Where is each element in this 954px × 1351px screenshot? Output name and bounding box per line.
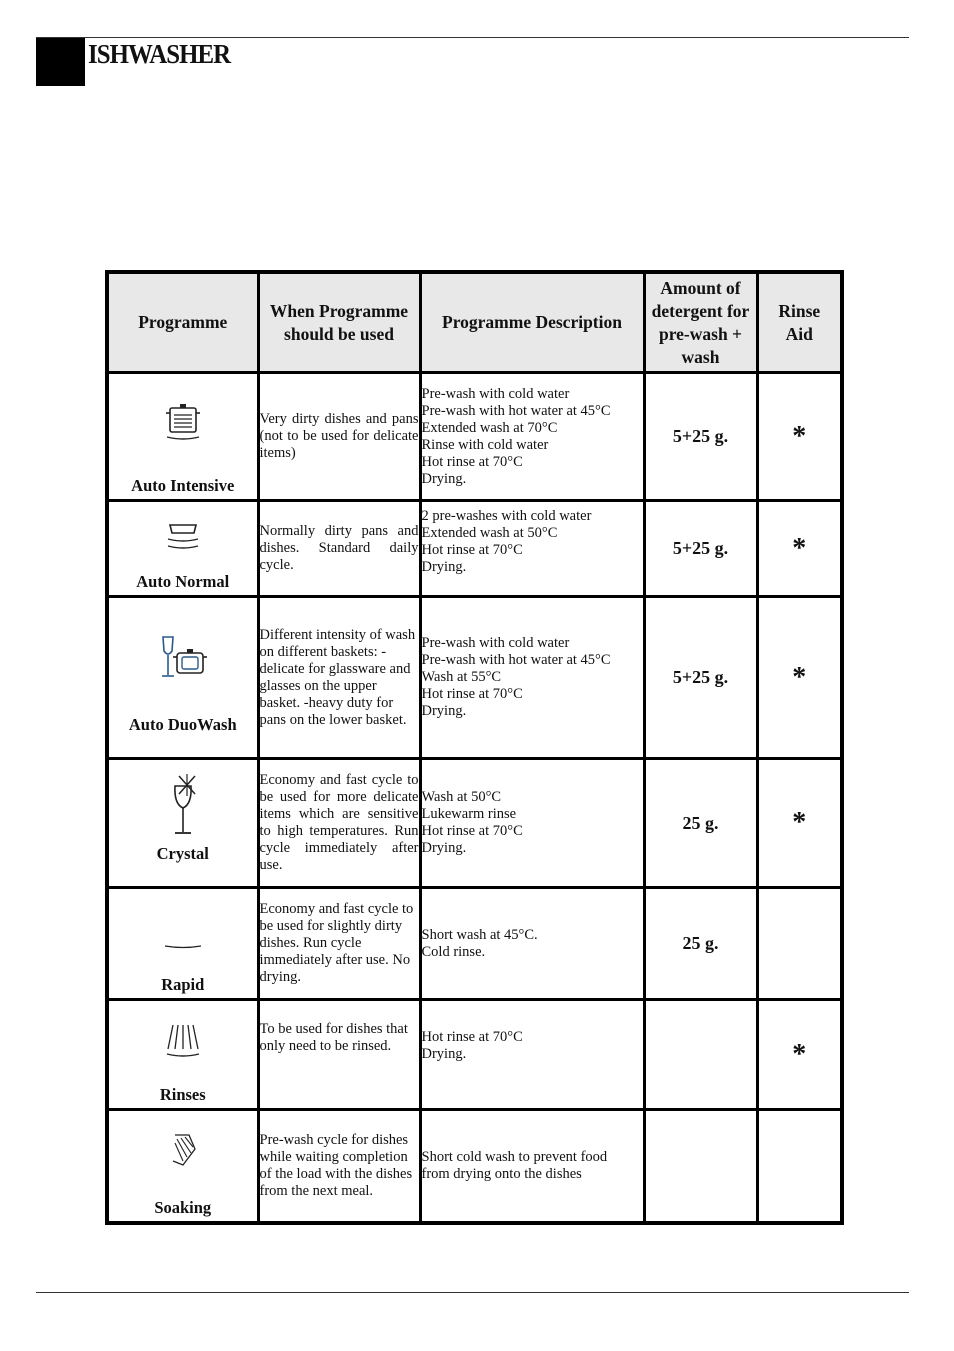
when-cell: Economy and fast cycle to be used for slightly dirty dishes. Run cycle immediately after use. No drying. bbox=[258, 888, 420, 1000]
table-row bbox=[107, 373, 842, 501]
programme-cell bbox=[107, 501, 258, 597]
when-cell: Economy and fast cycle to be used for more delicate items which are sensitive to high temperatures. Run cycle immediately after use. bbox=[258, 759, 420, 888]
description-line: Wash at 50°C bbox=[421, 789, 502, 805]
description-line: Pre-wash with cold water bbox=[421, 635, 570, 651]
programme-name: Rapid bbox=[161, 975, 205, 994]
description-line: Pre-wash with cold water bbox=[421, 385, 570, 402]
description-line: Hot rinse at 70°C bbox=[421, 823, 523, 839]
table-row bbox=[107, 759, 842, 888]
description-line: Pre-wash with hot water at 45°C bbox=[421, 652, 611, 668]
when-cell: Very dirty dishes and pans (not to be used for delicate items) bbox=[258, 373, 420, 501]
description-line: Drying. bbox=[421, 470, 467, 487]
programme-cell bbox=[107, 1000, 258, 1110]
section-tab-block bbox=[36, 38, 85, 86]
detergent-amount bbox=[644, 1110, 757, 1223]
programme-name: Auto Normal bbox=[136, 572, 230, 591]
header-description: Programme Description bbox=[420, 272, 644, 373]
description-line: Short wash at 45°C. bbox=[421, 926, 538, 943]
description-line: Extended wash at 50°C bbox=[421, 525, 558, 541]
table-row bbox=[107, 1110, 842, 1223]
detergent-amount: 5+25 g. bbox=[644, 501, 757, 597]
description-cell bbox=[420, 888, 644, 1000]
description-cell bbox=[420, 501, 644, 597]
programme-cell bbox=[107, 597, 258, 759]
header-programme: Programme bbox=[107, 272, 258, 373]
bowl-icon bbox=[163, 519, 203, 555]
programme-cell bbox=[107, 759, 258, 888]
description-line: Rinse with cold water bbox=[421, 436, 549, 453]
description-cell bbox=[420, 1110, 644, 1223]
description-line: Hot rinse at 70°C bbox=[421, 453, 523, 470]
rinse-aid-mark bbox=[757, 1110, 842, 1223]
rinse-aid-mark: * bbox=[757, 597, 842, 759]
programme-name: Crystal bbox=[156, 844, 209, 863]
description-line: Drying. bbox=[421, 840, 467, 856]
programme-name: Rinses bbox=[159, 1085, 206, 1104]
rinse-aid-mark: * bbox=[757, 759, 842, 888]
description-line: Drying. bbox=[421, 1046, 467, 1062]
table-header-row bbox=[107, 272, 842, 373]
detergent-amount: 25 g. bbox=[644, 888, 757, 1000]
table-row bbox=[107, 888, 842, 1000]
rinse-aid-mark bbox=[757, 888, 842, 1000]
rinse-aid-mark: * bbox=[757, 1000, 842, 1110]
table-row bbox=[107, 1000, 842, 1110]
soak-icon bbox=[165, 1131, 201, 1171]
page-title: ISHWASHER bbox=[88, 39, 231, 69]
programme-name: Auto Intensive bbox=[131, 476, 235, 495]
detergent-amount bbox=[644, 1000, 757, 1110]
wine-glass-icon bbox=[165, 774, 201, 840]
description-line: Drying. bbox=[421, 559, 467, 575]
description-line: Hot rinse at 70°C bbox=[421, 542, 523, 558]
detergent-amount: 5+25 g. bbox=[644, 597, 757, 759]
description-cell bbox=[420, 1000, 644, 1110]
rinse-spray-icon bbox=[163, 1021, 203, 1061]
header-amount: Amount of detergent for pre-wash + wash bbox=[644, 272, 757, 373]
bottom-rule bbox=[36, 1292, 909, 1293]
programme-table bbox=[105, 270, 844, 1225]
description-line: Lukewarm rinse bbox=[421, 806, 517, 822]
table-row bbox=[107, 597, 842, 759]
rinse-aid-mark: * bbox=[757, 501, 842, 597]
programme-cell bbox=[107, 888, 258, 1000]
description-cell bbox=[420, 597, 644, 759]
glass-and-pot-icon bbox=[155, 633, 211, 683]
programme-name: Soaking bbox=[154, 1197, 212, 1217]
description-line: from drying onto the dishes bbox=[421, 1165, 582, 1182]
detergent-amount: 25 g. bbox=[644, 759, 757, 888]
description-line: Drying. bbox=[421, 703, 467, 719]
when-cell: To be used for dishes that only need to be rinsed. bbox=[258, 1000, 420, 1110]
programme-cell bbox=[107, 373, 258, 501]
rinse-aid-mark: * bbox=[757, 373, 842, 501]
description-line: Extended wash at 70°C bbox=[421, 419, 558, 436]
programme-cell bbox=[107, 1110, 258, 1223]
description-line: Pre-wash with hot water at 45°C bbox=[421, 402, 611, 419]
when-cell: Pre-wash cycle for dishes while waiting completion of the load with the dishes from the next meal. bbox=[258, 1110, 420, 1223]
table-row bbox=[107, 501, 842, 597]
header-when: When Programme should be used bbox=[258, 272, 420, 373]
description-line: Hot rinse at 70°C bbox=[421, 1029, 523, 1045]
description-line: Wash at 55°C bbox=[421, 669, 502, 685]
pot-icon bbox=[161, 401, 205, 445]
description-cell bbox=[420, 759, 644, 888]
description-line: 2 pre-washes with cold water bbox=[421, 508, 592, 524]
description-line: Cold rinse. bbox=[421, 943, 486, 960]
description-line: Short cold wash to prevent food bbox=[421, 1148, 608, 1165]
when-cell: Different intensity of wash on different baskets: -delicate for glassware and glasses on the upper basket. -heavy duty for pans on the lower basket. bbox=[258, 597, 420, 759]
when-cell: Normally dirty pans and dishes. Standard daily cycle. bbox=[258, 501, 420, 597]
programme-name: Auto DuoWash bbox=[128, 715, 237, 734]
description-line: Hot rinse at 70°C bbox=[421, 686, 523, 702]
description-cell bbox=[420, 373, 644, 501]
header-rinse-aid: Rinse Aid bbox=[757, 272, 842, 373]
detergent-amount: 5+25 g. bbox=[644, 373, 757, 501]
rapid-icon bbox=[163, 940, 203, 952]
